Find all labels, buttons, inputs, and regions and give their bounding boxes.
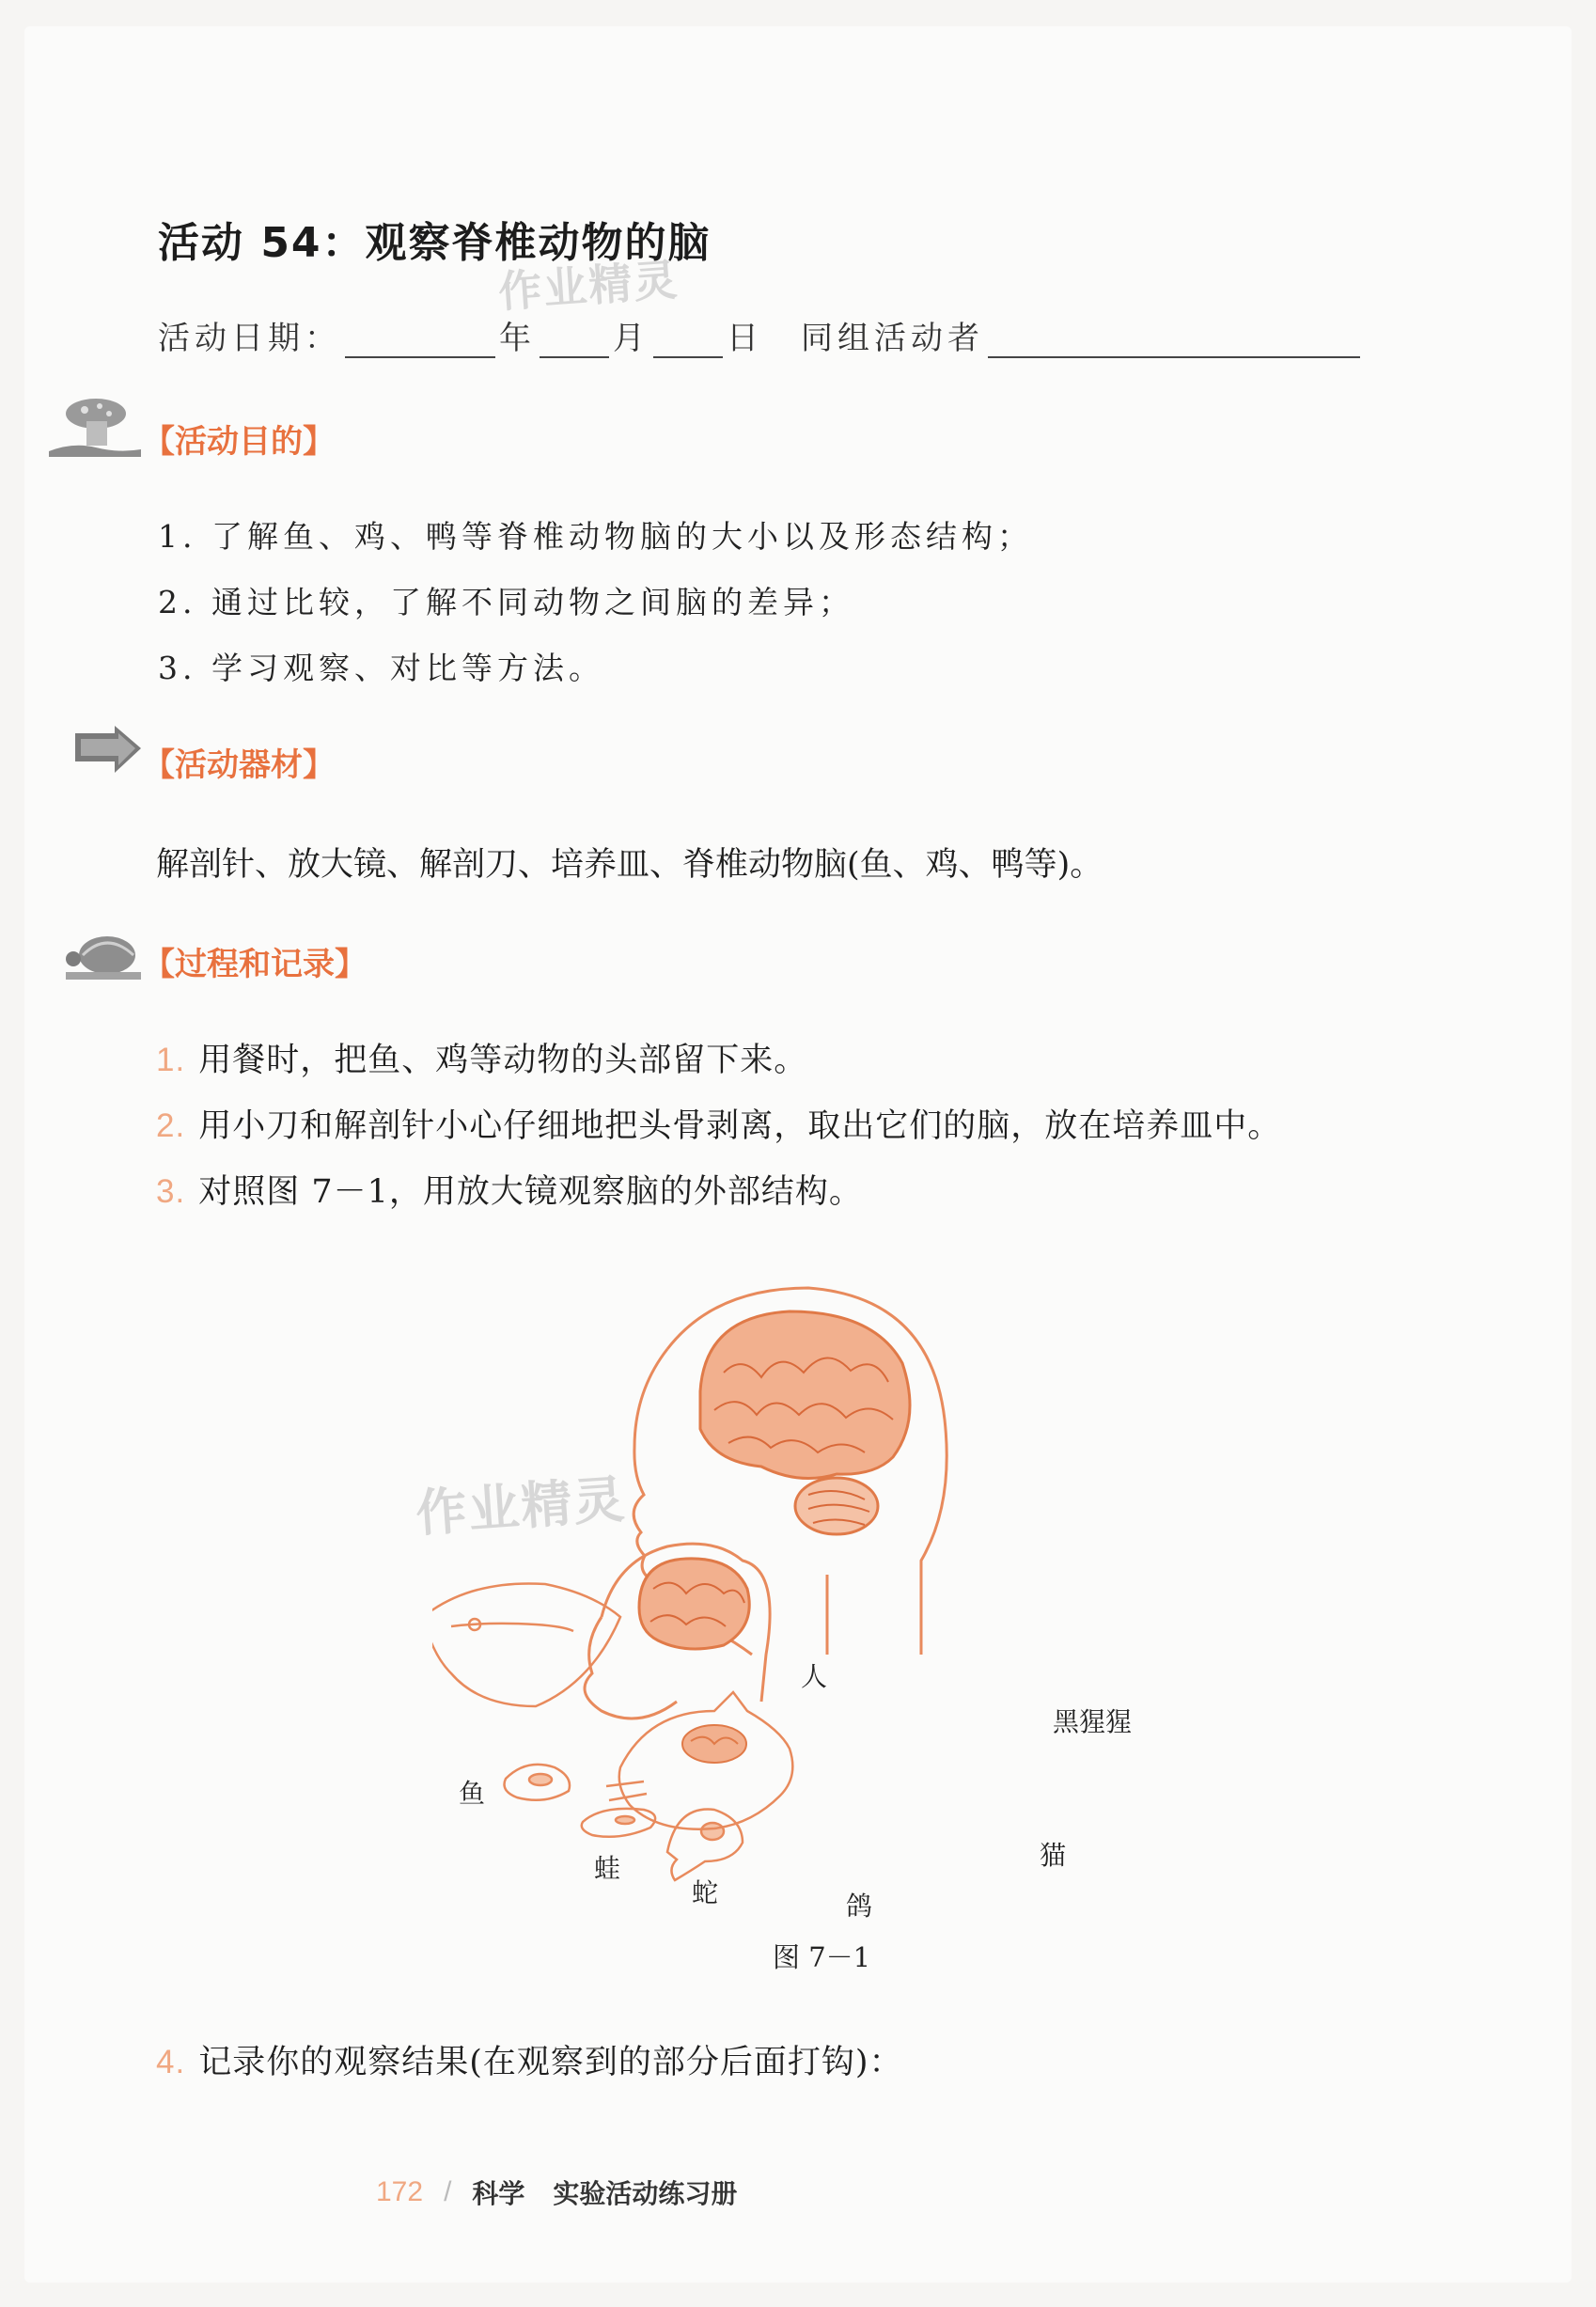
year-label: 年 — [499, 320, 536, 357]
process-section-label: 【过程和记录】 — [143, 946, 367, 983]
figure-label-snake: 蛇 — [692, 1877, 719, 1908]
process-step-4 — [156, 2036, 903, 2083]
fish-head-outline — [432, 1583, 620, 1706]
step-number: 3. — [156, 1173, 186, 1210]
arrow-icon — [73, 724, 143, 777]
year-blank[interactable] — [345, 322, 495, 358]
page-title: 活动 54：观察脊椎动物的脑 — [158, 219, 712, 267]
partners-blank[interactable] — [988, 322, 1360, 358]
pigeon-head-outline — [667, 1810, 743, 1880]
purpose-section-label: 【活动目的】 — [143, 423, 335, 461]
month-label: 月 — [613, 320, 649, 357]
watermark-figure: 作业精灵 — [414, 1469, 629, 1544]
human-brain — [700, 1311, 910, 1534]
footer-separator: / — [444, 2176, 452, 2207]
figure-caption: 图 7－1 — [773, 1941, 871, 1973]
page-number: 172 — [376, 2176, 424, 2207]
process-step-3 — [156, 1166, 863, 1213]
page-footer — [376, 2174, 737, 2211]
figure-label-pigeon: 鸽 — [846, 1891, 873, 1922]
purpose-item-1: 1. 了解鱼、鸡、鸭等脊椎动物脑的大小以及形态结构； — [158, 518, 1033, 555]
month-blank[interactable] — [540, 322, 609, 358]
step-number: 1. — [156, 1042, 186, 1078]
process-step-1 — [156, 1034, 807, 1081]
figure-label-cat: 猫 — [1040, 1840, 1067, 1871]
purpose-item-2: 2. 通过比较，了解不同动物之间脑的差异； — [158, 584, 854, 620]
mushroom-icon — [45, 385, 143, 459]
day-blank[interactable] — [653, 322, 723, 358]
cat-brain — [682, 1725, 746, 1763]
watermark-top: 作业精灵 — [496, 254, 681, 318]
figure-label-frog: 蛙 — [594, 1853, 621, 1884]
materials-text: 解剖针、放大镜、解剖刀、培养皿、脊椎动物脑(鱼、鸡、鸭等)。 — [156, 846, 1103, 884]
footer-subject: 科学 — [472, 2178, 525, 2209]
partners-label: 同组活动者 — [801, 320, 984, 357]
materials-section-label: 【活动器材】 — [143, 746, 335, 784]
day-label: 日 — [727, 320, 763, 357]
figure-label-chimp: 黑猩猩 — [1053, 1706, 1133, 1737]
process-step-2 — [156, 1100, 1281, 1147]
snake-head-outline — [582, 1809, 655, 1837]
brain-comparison-figure — [432, 1260, 1184, 1937]
frog-head-outline — [505, 1765, 571, 1800]
purpose-item-3: 3. 学习观察、对比等方法。 — [158, 650, 604, 686]
footer-book-title: 实验活动练习册 — [553, 2178, 738, 2209]
step-number: 4. — [156, 2044, 186, 2080]
step-text: 记录你的观察结果(在观察到的部分后面打钩)： — [198, 2044, 903, 2081]
step-text: 用小刀和解剖针小心仔细地把头骨剥离，取出它们的脑，放在培养皿中。 — [198, 1107, 1282, 1145]
figure-label-fish: 鱼 — [459, 1778, 486, 1809]
step-number: 2. — [156, 1107, 186, 1144]
step-text: 用餐时，把鱼、鸡等动物的头部留下来。 — [198, 1042, 808, 1079]
chimp-brain — [639, 1559, 749, 1649]
activity-date-line — [158, 312, 1364, 358]
turtle-icon — [64, 927, 143, 983]
step-text: 对照图 7－1，用放大镜观察脑的外部结构。 — [198, 1173, 863, 1211]
figure-label-human: 人 — [801, 1661, 828, 1692]
date-label: 活动日期： — [158, 320, 341, 357]
